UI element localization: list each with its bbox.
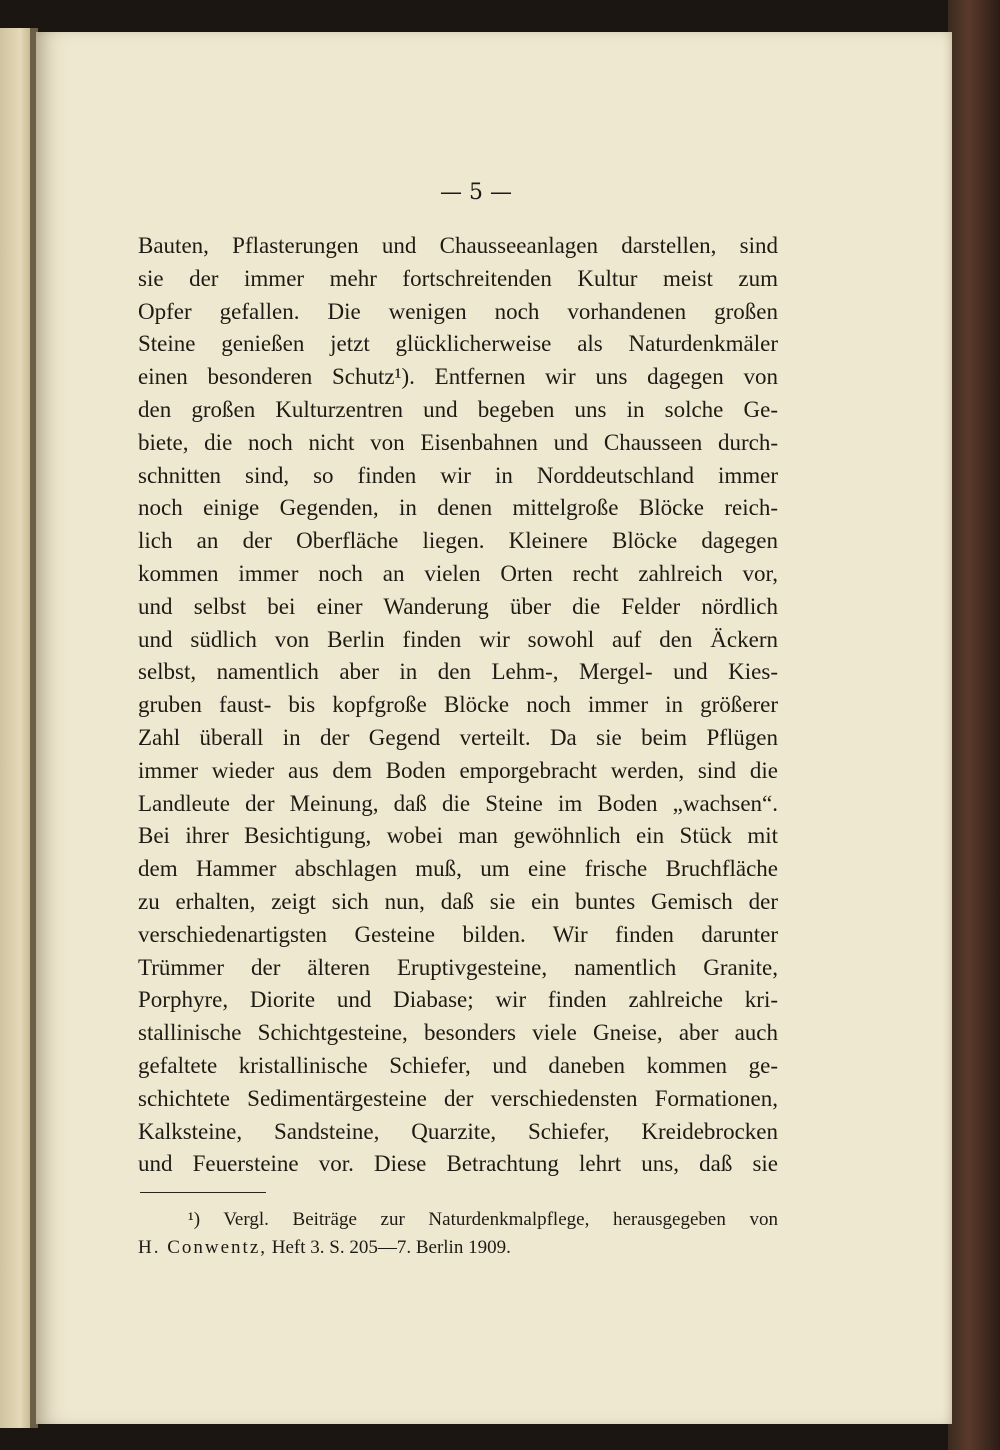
book-cover-edge [948,0,1000,1450]
text-line: sie der immer mehr fortschreitenden Kultur meist zum [138,265,778,291]
text-line: noch einige Gegenden, in denen mittelgroße Blöcke reich- [138,495,778,521]
footnote [138,1206,778,1262]
text-line: Zahl überall in der Gegend verteilt. Da sie beim Pflügen [138,724,778,750]
text-line: immer wieder aus dem Boden emporgebracht werden, sind die [138,757,778,783]
text-line: Bei ihrer Besichtigung, wobei man gewöhnlich ein Stück mit [138,823,778,849]
text-line: den großen Kulturzentren und begeben uns in solche Ge- [138,396,778,422]
text-line: Landleute der Meinung, daß die Steine im Boden „wachsen“. [138,790,778,816]
text-line: dem Hammer abschlagen muß, um eine frische Bruchfläche [138,856,778,882]
facing-page-edge [0,28,34,1428]
text-line: Bauten, Pflasterungen und Chausseeanlagen darstellen, sind [138,233,778,258]
body-text [138,230,778,1181]
book-page [36,32,952,1424]
text-line: und Feuersteine vor. Diese Betrachtung lehrt uns, daß sie [138,1151,778,1177]
text-line: stallinische Schichtgesteine, besonders viele Gneise, aber auch [138,1020,778,1046]
text-line: schichtete Sedimentärgesteine der verschiedensten Formationen, [138,1085,778,1111]
text-line: Opfer gefallen. Die wenigen noch vorhandenen großen [138,298,778,324]
text-line: schnitten sind, so finden wir in Norddeutschland immer [138,462,778,488]
text-line: selbst, namentlich aber in den Lehm-, Mergel- und Kies- [138,659,778,685]
page-number: — 5 — [440,180,512,205]
text-line: biete, die noch nicht von Eisenbahnen und Chausseen durch- [138,429,778,455]
text-line: Steine genießen jetzt glücklicherweise als Naturdenkmäler [138,331,778,357]
text-line: gefaltete kristallinische Schiefer, und daneben kommen ge- [138,1052,778,1078]
text-line: verschiedenartigsten Gesteine bilden. Wir finden darunter [138,921,778,947]
text-line: lich an der Oberfläche liegen. Kleinere Blöcke dagegen [138,528,778,554]
text-line: Kalksteine, Sandsteine, Quarzite, Schiefer, Kreidebrocken [138,1118,778,1144]
footnote-citation: Heft 3. S. 205—7. Berlin 1909. [267,1237,511,1258]
text-line: Porphyre, Diorite und Diabase; wir finden zahlreiche kri- [138,987,778,1013]
text-line: und südlich von Berlin finden wir sowohl auf den Äckern [138,626,778,652]
text-line: gruben faust- bis kopfgroße Blöcke noch immer in größerer [138,692,778,718]
text-line: einen besonderen Schutz¹). Entfernen wir uns dagegen von [138,364,778,390]
footnote-separator [140,1192,266,1193]
text-line: Trümmer der älteren Eruptivgesteine, namentlich Granite, [138,954,778,980]
footnote-line: ¹) Vergl. Beiträge zur Naturdenkmalpflege, herausgegeben von [188,1209,778,1230]
text-line: und selbst bei einer Wanderung über die Felder nördlich [138,593,778,619]
footnote-author: H. Conwentz, [138,1237,268,1258]
footnote-line [138,1234,778,1262]
text-line: zu erhalten, zeigt sich nun, daß sie ein buntes Gemisch der [138,888,778,914]
text-line: kommen immer noch an vielen Orten recht zahlreich vor, [138,560,778,586]
